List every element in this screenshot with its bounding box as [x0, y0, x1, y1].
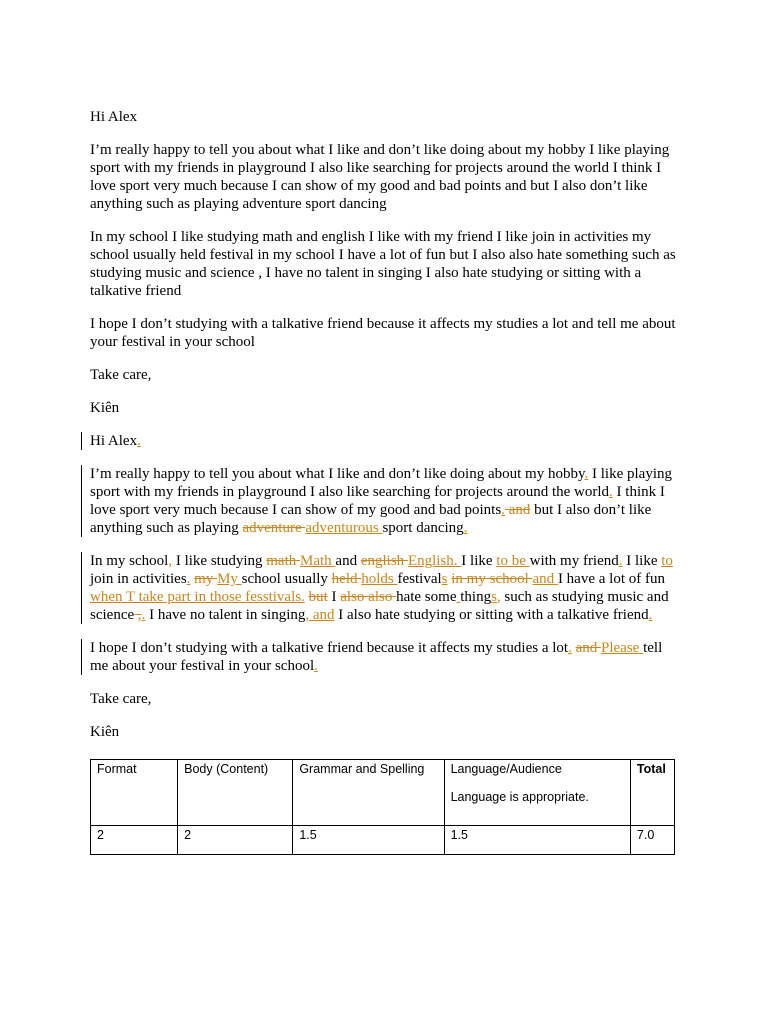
- revised-greeting: [90, 432, 680, 450]
- original-paragraph-2: In my school I like studying math and english I like with my friend I like join in activities my school usually held festival in my school I have a lot of fun but I also also hate something such as studying music and science , I have no talent in singing I also hate studying or sitting with a talkative friend: [90, 229, 676, 299]
- inserted-text: .: [463, 520, 468, 536]
- text-run: I have a lot of fun: [557, 571, 665, 587]
- text-run: I: [327, 589, 341, 605]
- inserted-text: .: [501, 502, 505, 518]
- text-run: but I also don’t like anything such as playing: [90, 502, 652, 536]
- deleted-text: ,: [134, 607, 142, 623]
- text-run: I think I love sport very much because I can show of my good and bad points: [90, 484, 665, 518]
- text-run: thing: [460, 589, 492, 605]
- header-body-content: Body (Content): [178, 760, 293, 826]
- inserted-text: s: [441, 571, 448, 587]
- revised-paragraph-2: [90, 552, 680, 624]
- original-signature: Kiên: [90, 400, 120, 416]
- deleted-text: and: [504, 502, 531, 518]
- inserted-text: ,: [168, 553, 173, 569]
- text-run: I hope I don’t studying with a talkative friend because it affects my studies a lot: [90, 640, 569, 656]
- inserted-text: when T take part in those fesstivals.: [90, 589, 305, 605]
- deleted-text: math: [266, 553, 300, 569]
- revised-closing: Take care,: [90, 691, 152, 707]
- inserted-text: .: [648, 607, 653, 623]
- inserted-text: .: [186, 571, 191, 587]
- score-format: 2: [91, 826, 178, 855]
- original-greeting: Hi Alex: [90, 109, 138, 125]
- deleted-text: english: [360, 553, 408, 569]
- original-closing: Take care,: [90, 367, 152, 383]
- text-run: I’m really happy to tell you about what I like and don’t like doing about my hobby: [90, 466, 585, 482]
- text-run: I also hate studying or sitting with a talkative friend: [334, 607, 649, 623]
- inserted-text: .: [609, 484, 613, 500]
- inserted-text: .: [618, 553, 623, 569]
- inserted-text: .: [314, 658, 318, 674]
- inserted-text: My: [217, 571, 242, 587]
- original-paragraph-1: I’m really happy to tell you about what I like and don’t like doing about my hobby I like playing sport with my friends in playground I also like searching for projects around the world I think I love sport very much because I can show of my good and bad points and but I also don’t like anything such as playing adventure sport dancing: [90, 142, 670, 212]
- score-language-audience: 1.5: [444, 826, 630, 855]
- revised-signature: Kiên: [90, 724, 120, 740]
- score-table-header-row: [91, 760, 675, 826]
- deleted-text: my: [194, 571, 218, 587]
- score-table: [90, 759, 675, 855]
- original-paragraph-3: I hope I don’t studying with a talkative friend because it affects my studies a lot and tell me about your festival in your school: [90, 316, 676, 350]
- revised-paragraph-1: [90, 465, 680, 537]
- inserted-text: holds: [361, 571, 398, 587]
- inserted-text: s: [491, 589, 497, 605]
- deleted-text: but: [308, 589, 328, 605]
- inserted-text: , and: [305, 607, 335, 623]
- text-run: I like: [461, 553, 497, 569]
- inserted-text: to: [661, 553, 673, 569]
- deleted-text: in my school: [451, 571, 533, 587]
- deleted-text: and: [575, 640, 601, 656]
- text-run: tell me about your festival in your school: [90, 640, 663, 674]
- inserted-text: to be: [496, 553, 530, 569]
- score-total: 7.0: [630, 826, 674, 855]
- text-run: sport dancing: [382, 520, 464, 536]
- letter-document: [90, 108, 680, 756]
- header-grammar-spelling: Grammar and Spelling: [293, 760, 444, 826]
- text-run: I have no talent in singing: [145, 607, 306, 623]
- inserted-text: adventurous: [305, 520, 383, 536]
- text-run: I like studying: [172, 553, 267, 569]
- text-run: join in activities: [90, 571, 187, 587]
- text-run: school usually: [241, 571, 332, 587]
- inserted-text: .: [568, 640, 572, 656]
- score-body-content: 2: [178, 826, 293, 855]
- text-run: Hi Alex: [90, 433, 138, 449]
- text-run: such as studying music and science: [90, 589, 669, 623]
- score-table-values-row: [91, 826, 675, 855]
- text-run: In my school: [90, 553, 169, 569]
- text-run: hate some: [396, 589, 457, 605]
- header-language-audience: [444, 760, 630, 826]
- score-grammar-spelling: 1.5: [293, 826, 444, 855]
- deleted-text: also also: [340, 589, 397, 605]
- inserted-text: .: [141, 607, 146, 623]
- revised-paragraph-3: [90, 639, 680, 675]
- deleted-text: held: [331, 571, 362, 587]
- text-run: and: [335, 553, 361, 569]
- inserted-text: Please: [601, 640, 644, 656]
- inserted-text: ,: [496, 589, 501, 605]
- deleted-text: adventure: [242, 520, 306, 536]
- inserted-text: English.: [407, 553, 462, 569]
- header-language-label: Language/Audience: [450, 762, 562, 776]
- header-format: Format: [91, 760, 178, 826]
- text-run: I like: [622, 553, 662, 569]
- text-run: I like playing sport with my friends in playground I also like searching for projects around the world: [90, 466, 672, 500]
- language-note: Language is appropriate.: [450, 790, 589, 804]
- text-run: with my friend: [529, 553, 619, 569]
- inserted-text: .: [137, 433, 141, 449]
- header-total: Total: [630, 760, 674, 826]
- inserted-text: .: [584, 466, 589, 482]
- inserted-text: and: [532, 571, 558, 587]
- text-run: festival: [397, 571, 442, 587]
- inserted-text: Math: [300, 553, 336, 569]
